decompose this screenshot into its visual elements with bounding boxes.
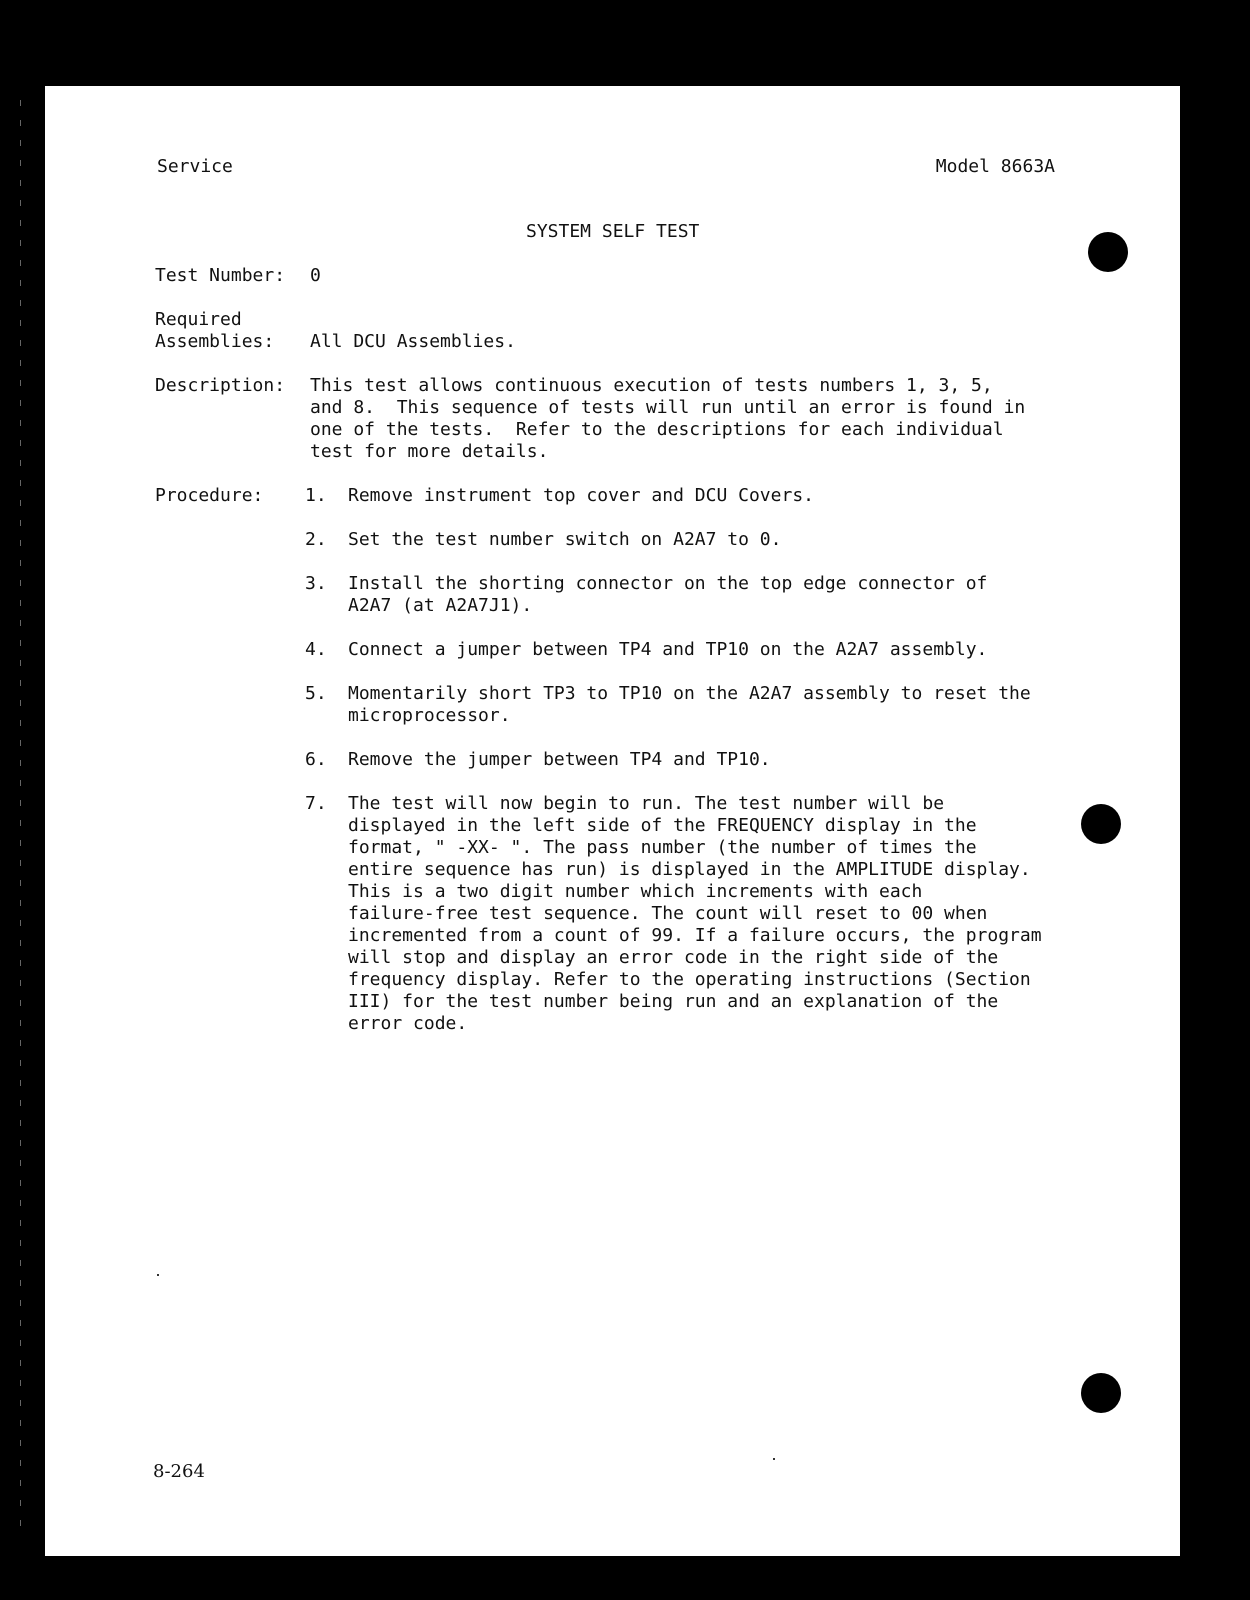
binder-hole: [1081, 804, 1121, 844]
step-number: 7.: [305, 793, 327, 814]
step-number: 4.: [305, 639, 327, 660]
scan-speck: [773, 1458, 775, 1460]
procedure-label: Procedure:: [155, 485, 264, 506]
scan-speck: [157, 1274, 159, 1276]
required-assemblies-value: All DCU Assemblies.: [310, 331, 516, 352]
description-text: This test allows continuous execution of tests numbers 1, 3, 5, and 8. This sequence of tests will run until an error is found in one of the tests. Refer to the descriptions for each individual test for more details.: [310, 375, 1026, 462]
page-title: SYSTEM SELF TEST: [526, 221, 700, 242]
description-label: Description:: [155, 375, 286, 396]
step-number: 3.: [305, 573, 327, 594]
step-text: Remove instrument top cover and DCU Covers.: [348, 485, 814, 506]
header-model-label: Model 8663A: [935, 156, 1055, 177]
step-text: The test will now begin to run. The test number will be displayed in the left side of the FREQUENCY display in the format, " -XX- ". The pass number (the number of times the entire sequence has run) is displayed in the AMPLITUDE display. This is a two digit number which increments with each failure-free test sequence. The count will reset to 00 when incremented from a count of 99. If a failure occurs, the program will stop and display an error code in the right side of the frequency display. Refer to the operating instructions (Section III) for the test number being run and an explanation of the error code.: [348, 793, 1042, 1034]
binder-hole: [1088, 232, 1128, 272]
step-text: Connect a jumper between TP4 and TP10 on the A2A7 assembly.: [348, 639, 988, 660]
page-number: 8-264: [153, 1461, 205, 1482]
step-text: Momentarily short TP3 to TP10 on the A2A7 assembly to reset the microprocessor.: [348, 683, 1031, 726]
required-label-line2: Assemblies:: [155, 331, 275, 352]
step-text: Remove the jumper between TP4 and TP10.: [348, 749, 771, 770]
step-number: 1.: [305, 485, 327, 506]
step-number: 2.: [305, 529, 327, 550]
binder-hole: [1081, 1373, 1121, 1413]
step-number: 5.: [305, 683, 327, 704]
header-section-label: Service: [157, 156, 233, 177]
step-text: Install the shorting connector on the top edge connector of A2A7 (at A2A7J1).: [348, 573, 988, 616]
step-number: 6.: [305, 749, 327, 770]
required-label-line1: Required: [155, 309, 242, 330]
test-number-label: Test Number:: [155, 265, 286, 286]
step-text: Set the test number switch on A2A7 to 0.: [348, 529, 782, 550]
document-page: [45, 86, 1180, 1556]
scan-edge-marks: [20, 100, 21, 1540]
test-number-value: 0: [310, 265, 321, 286]
